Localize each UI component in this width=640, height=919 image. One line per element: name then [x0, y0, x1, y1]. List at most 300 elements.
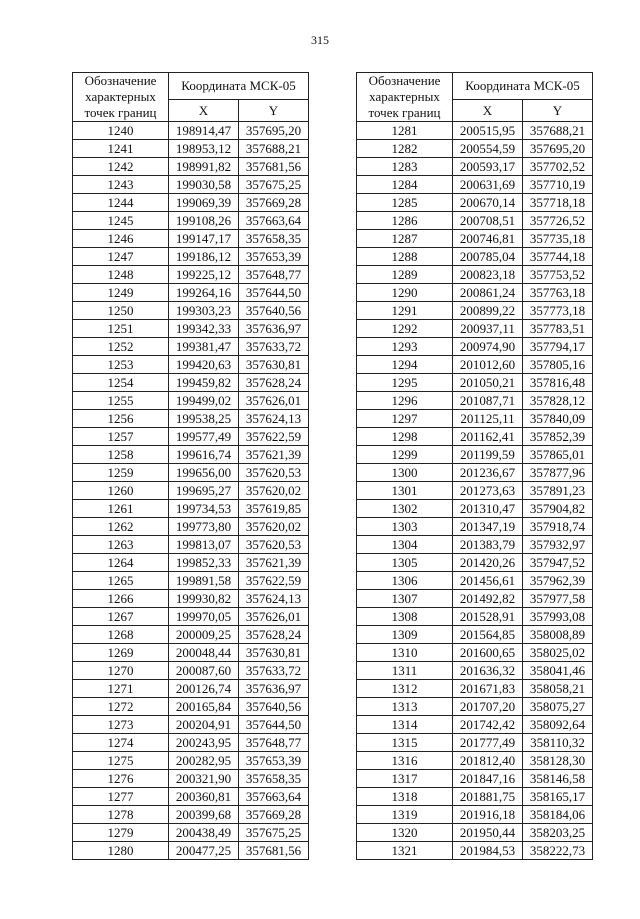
coord-x-cell: 199264,16	[169, 284, 239, 302]
coord-x-cell: 201950,44	[453, 824, 523, 842]
point-id-cell: 1262	[73, 518, 169, 536]
coord-x-cell: 200708,51	[453, 212, 523, 230]
coordinates-table-right	[356, 72, 593, 860]
point-id-cell: 1280	[73, 842, 169, 860]
coord-y-cell: 357622,59	[239, 572, 309, 590]
table-row	[73, 446, 309, 464]
point-id-cell: 1303	[357, 518, 453, 536]
point-id-cell: 1266	[73, 590, 169, 608]
table-row	[357, 230, 593, 248]
coord-y-cell: 357663,64	[239, 788, 309, 806]
header-designation: Обозначение характерных точек границ	[357, 73, 453, 122]
coord-y-cell: 357620,02	[239, 518, 309, 536]
coord-y-cell: 357681,56	[239, 842, 309, 860]
table-row	[73, 176, 309, 194]
coord-y-cell: 358128,30	[523, 752, 593, 770]
point-id-cell: 1255	[73, 392, 169, 410]
point-id-cell: 1315	[357, 734, 453, 752]
table-row	[357, 680, 593, 698]
coord-y-cell: 357620,02	[239, 482, 309, 500]
table-row	[73, 356, 309, 374]
point-id-cell: 1253	[73, 356, 169, 374]
coord-y-cell: 357726,52	[523, 212, 593, 230]
coord-y-cell: 357891,23	[523, 482, 593, 500]
point-id-cell: 1249	[73, 284, 169, 302]
table-row	[73, 752, 309, 770]
point-id-cell: 1311	[357, 662, 453, 680]
coord-x-cell: 201600,65	[453, 644, 523, 662]
point-id-cell: 1318	[357, 788, 453, 806]
coord-x-cell: 199538,25	[169, 410, 239, 428]
coord-y-cell: 357636,97	[239, 320, 309, 338]
coord-x-cell: 201050,21	[453, 374, 523, 392]
coord-x-cell: 198991,82	[169, 158, 239, 176]
point-id-cell: 1259	[73, 464, 169, 482]
coord-x-cell: 201347,19	[453, 518, 523, 536]
coord-x-cell: 200477,25	[169, 842, 239, 860]
coord-y-cell: 357633,72	[239, 338, 309, 356]
point-id-cell: 1296	[357, 392, 453, 410]
coord-y-cell: 357805,16	[523, 356, 593, 374]
table-row	[357, 266, 593, 284]
point-id-cell: 1254	[73, 374, 169, 392]
point-id-cell: 1250	[73, 302, 169, 320]
coord-y-cell: 357669,28	[239, 806, 309, 824]
table-row	[357, 752, 593, 770]
coord-y-cell: 357702,52	[523, 158, 593, 176]
coord-x-cell: 199852,33	[169, 554, 239, 572]
table-row	[73, 302, 309, 320]
table-body-left	[73, 122, 309, 860]
table-row	[73, 230, 309, 248]
coord-x-cell: 201528,91	[453, 608, 523, 626]
point-id-cell: 1304	[357, 536, 453, 554]
table-row	[357, 770, 593, 788]
coord-x-cell: 201162,41	[453, 428, 523, 446]
coord-x-cell: 200554,59	[453, 140, 523, 158]
point-id-cell: 1299	[357, 446, 453, 464]
coord-y-cell: 357744,18	[523, 248, 593, 266]
table-row	[73, 806, 309, 824]
table-row	[357, 806, 593, 824]
table-row	[357, 590, 593, 608]
coord-x-cell: 201881,75	[453, 788, 523, 806]
coord-x-cell: 200360,81	[169, 788, 239, 806]
point-id-cell: 1317	[357, 770, 453, 788]
coord-x-cell: 200438,49	[169, 824, 239, 842]
point-id-cell: 1251	[73, 320, 169, 338]
point-id-cell: 1279	[73, 824, 169, 842]
coord-x-cell: 201707,20	[453, 698, 523, 716]
table-row	[73, 590, 309, 608]
point-id-cell: 1242	[73, 158, 169, 176]
coord-y-cell: 357710,19	[523, 176, 593, 194]
table-row	[357, 140, 593, 158]
coord-y-cell: 358110,32	[523, 734, 593, 752]
table-row	[357, 554, 593, 572]
header-y: Y	[523, 99, 593, 121]
table-row	[357, 572, 593, 590]
coord-y-cell: 358146,58	[523, 770, 593, 788]
table-row	[73, 482, 309, 500]
coord-y-cell: 358203,25	[523, 824, 593, 842]
coord-y-cell: 357773,18	[523, 302, 593, 320]
table-row	[357, 302, 593, 320]
coord-y-cell: 358058,21	[523, 680, 593, 698]
coord-x-cell: 198953,12	[169, 140, 239, 158]
coord-x-cell: 201812,40	[453, 752, 523, 770]
point-id-cell: 1270	[73, 662, 169, 680]
header-y: Y	[239, 99, 309, 121]
point-id-cell: 1312	[357, 680, 453, 698]
table-row	[357, 842, 593, 860]
coord-x-cell: 199030,58	[169, 176, 239, 194]
coord-x-cell: 201273,63	[453, 482, 523, 500]
table-row	[357, 320, 593, 338]
table-row	[357, 176, 593, 194]
point-id-cell: 1321	[357, 842, 453, 860]
coord-x-cell: 201847,16	[453, 770, 523, 788]
coord-x-cell: 199734,53	[169, 500, 239, 518]
table-row	[357, 212, 593, 230]
table-row	[73, 464, 309, 482]
point-id-cell: 1247	[73, 248, 169, 266]
coord-y-cell: 357794,17	[523, 338, 593, 356]
table-row	[73, 320, 309, 338]
coord-x-cell: 200861,24	[453, 284, 523, 302]
coordinates-table-left	[72, 72, 309, 860]
table-row	[73, 824, 309, 842]
coord-x-cell: 200048,44	[169, 644, 239, 662]
point-id-cell: 1301	[357, 482, 453, 500]
point-id-cell: 1269	[73, 644, 169, 662]
header-coordinate: Координата МСК-05	[169, 73, 309, 100]
coord-y-cell: 358008,89	[523, 626, 593, 644]
coord-x-cell: 199342,33	[169, 320, 239, 338]
page-number: 315	[311, 33, 329, 47]
point-id-cell: 1274	[73, 734, 169, 752]
coord-x-cell: 200593,17	[453, 158, 523, 176]
point-id-cell: 1245	[73, 212, 169, 230]
coord-y-cell: 357918,74	[523, 518, 593, 536]
coord-x-cell: 199813,07	[169, 536, 239, 554]
coord-y-cell: 357644,50	[239, 284, 309, 302]
coord-x-cell: 199186,12	[169, 248, 239, 266]
table-row	[73, 428, 309, 446]
coord-y-cell: 357840,09	[523, 410, 593, 428]
coord-y-cell: 357688,21	[239, 140, 309, 158]
point-id-cell: 1302	[357, 500, 453, 518]
coord-x-cell: 201777,49	[453, 734, 523, 752]
coord-y-cell: 357675,25	[239, 176, 309, 194]
coord-y-cell: 357763,18	[523, 284, 593, 302]
point-id-cell: 1298	[357, 428, 453, 446]
coord-x-cell: 201671,83	[453, 680, 523, 698]
point-id-cell: 1286	[357, 212, 453, 230]
coord-y-cell: 357640,56	[239, 698, 309, 716]
table-row	[73, 680, 309, 698]
point-id-cell: 1293	[357, 338, 453, 356]
table-row	[73, 158, 309, 176]
point-id-cell: 1288	[357, 248, 453, 266]
coord-x-cell: 200631,69	[453, 176, 523, 194]
coord-y-cell: 357640,56	[239, 302, 309, 320]
coord-y-cell: 357658,35	[239, 230, 309, 248]
coord-x-cell: 201012,60	[453, 356, 523, 374]
coord-x-cell: 198914,47	[169, 122, 239, 140]
table-row	[357, 698, 593, 716]
point-id-cell: 1285	[357, 194, 453, 212]
coord-x-cell: 200937,11	[453, 320, 523, 338]
table-row	[357, 428, 593, 446]
table-row	[357, 338, 593, 356]
point-id-cell: 1294	[357, 356, 453, 374]
point-id-cell: 1297	[357, 410, 453, 428]
table-row	[73, 626, 309, 644]
coord-y-cell: 357633,72	[239, 662, 309, 680]
point-id-cell: 1240	[73, 122, 169, 140]
coord-y-cell: 357621,39	[239, 554, 309, 572]
point-id-cell: 1284	[357, 176, 453, 194]
point-id-cell: 1246	[73, 230, 169, 248]
point-id-cell: 1281	[357, 122, 453, 140]
coord-x-cell: 199459,82	[169, 374, 239, 392]
point-id-cell: 1292	[357, 320, 453, 338]
coord-x-cell: 200165,84	[169, 698, 239, 716]
table-body-right	[357, 122, 593, 860]
point-id-cell: 1276	[73, 770, 169, 788]
table-row	[357, 608, 593, 626]
table-row	[357, 536, 593, 554]
coord-x-cell: 200746,81	[453, 230, 523, 248]
point-id-cell: 1308	[357, 608, 453, 626]
table-row	[73, 194, 309, 212]
header-x: X	[453, 99, 523, 121]
coord-y-cell: 358041,46	[523, 662, 593, 680]
table-row	[357, 194, 593, 212]
point-id-cell: 1244	[73, 194, 169, 212]
coord-x-cell: 201087,71	[453, 392, 523, 410]
point-id-cell: 1278	[73, 806, 169, 824]
coord-x-cell: 201742,42	[453, 716, 523, 734]
table-row	[357, 284, 593, 302]
coord-y-cell: 357904,82	[523, 500, 593, 518]
coord-y-cell: 357620,53	[239, 536, 309, 554]
coord-y-cell: 357624,13	[239, 410, 309, 428]
coord-x-cell: 199147,17	[169, 230, 239, 248]
coord-y-cell: 357865,01	[523, 446, 593, 464]
coord-y-cell: 357636,97	[239, 680, 309, 698]
table-row	[73, 140, 309, 158]
point-id-cell: 1277	[73, 788, 169, 806]
coord-y-cell: 357669,28	[239, 194, 309, 212]
coord-y-cell: 357962,39	[523, 572, 593, 590]
point-id-cell: 1320	[357, 824, 453, 842]
coord-x-cell: 200321,90	[169, 770, 239, 788]
coord-x-cell: 201199,59	[453, 446, 523, 464]
coord-y-cell: 357648,77	[239, 266, 309, 284]
point-id-cell: 1290	[357, 284, 453, 302]
coord-y-cell: 357630,81	[239, 644, 309, 662]
coord-x-cell: 199891,58	[169, 572, 239, 590]
coord-y-cell: 358025,02	[523, 644, 593, 662]
table-row	[357, 824, 593, 842]
coord-y-cell: 357624,13	[239, 590, 309, 608]
coord-x-cell: 201383,79	[453, 536, 523, 554]
table-row	[73, 608, 309, 626]
coord-y-cell: 357653,39	[239, 248, 309, 266]
coord-x-cell: 201492,82	[453, 590, 523, 608]
table-row	[73, 536, 309, 554]
coord-y-cell: 357621,39	[239, 446, 309, 464]
coord-x-cell: 201420,26	[453, 554, 523, 572]
coord-y-cell: 358075,27	[523, 698, 593, 716]
table-row	[73, 500, 309, 518]
coord-y-cell: 357622,59	[239, 428, 309, 446]
coord-x-cell: 199303,23	[169, 302, 239, 320]
coord-x-cell: 201984,53	[453, 842, 523, 860]
coord-x-cell: 200243,95	[169, 734, 239, 752]
coord-x-cell: 200204,91	[169, 716, 239, 734]
table-row	[73, 266, 309, 284]
coord-x-cell: 199930,82	[169, 590, 239, 608]
coord-y-cell: 357993,08	[523, 608, 593, 626]
table-row	[357, 122, 593, 140]
coord-y-cell: 357628,24	[239, 626, 309, 644]
point-id-cell: 1268	[73, 626, 169, 644]
coord-x-cell: 199069,39	[169, 194, 239, 212]
table-row	[357, 392, 593, 410]
table-row	[357, 788, 593, 806]
coord-y-cell: 357663,64	[239, 212, 309, 230]
table-row	[73, 662, 309, 680]
table-row	[73, 572, 309, 590]
table-row	[73, 788, 309, 806]
coord-y-cell: 357658,35	[239, 770, 309, 788]
point-id-cell: 1289	[357, 266, 453, 284]
point-id-cell: 1291	[357, 302, 453, 320]
coord-y-cell: 357688,21	[523, 122, 593, 140]
point-id-cell: 1256	[73, 410, 169, 428]
coord-y-cell: 357852,39	[523, 428, 593, 446]
point-id-cell: 1258	[73, 446, 169, 464]
coord-y-cell: 357695,20	[239, 122, 309, 140]
coord-x-cell: 199970,05	[169, 608, 239, 626]
table-row	[357, 374, 593, 392]
coord-y-cell: 358184,06	[523, 806, 593, 824]
point-id-cell: 1265	[73, 572, 169, 590]
coord-x-cell: 201636,32	[453, 662, 523, 680]
coord-x-cell: 201564,85	[453, 626, 523, 644]
point-id-cell: 1273	[73, 716, 169, 734]
point-id-cell: 1264	[73, 554, 169, 572]
coord-y-cell: 357619,85	[239, 500, 309, 518]
coord-y-cell: 358222,73	[523, 842, 593, 860]
coord-y-cell: 357753,52	[523, 266, 593, 284]
coord-x-cell: 199773,80	[169, 518, 239, 536]
coord-x-cell: 199225,12	[169, 266, 239, 284]
coord-y-cell: 357626,01	[239, 392, 309, 410]
header-coordinate: Координата МСК-05	[453, 73, 593, 100]
coord-x-cell: 201456,61	[453, 572, 523, 590]
coord-y-cell: 357718,18	[523, 194, 593, 212]
point-id-cell: 1300	[357, 464, 453, 482]
point-id-cell: 1252	[73, 338, 169, 356]
point-id-cell: 1295	[357, 374, 453, 392]
coord-y-cell: 358092,64	[523, 716, 593, 734]
coord-y-cell: 357932,97	[523, 536, 593, 554]
coord-y-cell: 357783,51	[523, 320, 593, 338]
coord-x-cell: 200009,25	[169, 626, 239, 644]
coord-y-cell: 357816,48	[523, 374, 593, 392]
table-row	[73, 644, 309, 662]
header-designation: Обозначение характерных точек границ	[73, 73, 169, 122]
coord-x-cell: 199656,00	[169, 464, 239, 482]
coord-y-cell: 357828,12	[523, 392, 593, 410]
coord-x-cell: 199577,49	[169, 428, 239, 446]
table-row	[73, 554, 309, 572]
table-row	[73, 248, 309, 266]
point-id-cell: 1267	[73, 608, 169, 626]
coord-y-cell: 358165,17	[523, 788, 593, 806]
coord-y-cell: 357675,25	[239, 824, 309, 842]
table-row	[73, 698, 309, 716]
coord-x-cell: 201125,11	[453, 410, 523, 428]
coord-y-cell: 357977,58	[523, 590, 593, 608]
table-row	[357, 662, 593, 680]
point-id-cell: 1313	[357, 698, 453, 716]
table-row	[73, 734, 309, 752]
table-row	[357, 356, 593, 374]
table-row	[73, 518, 309, 536]
point-id-cell: 1261	[73, 500, 169, 518]
coord-y-cell: 357735,18	[523, 230, 593, 248]
table-row	[73, 716, 309, 734]
point-id-cell: 1271	[73, 680, 169, 698]
table-row	[357, 734, 593, 752]
coord-x-cell: 199616,74	[169, 446, 239, 464]
coord-x-cell: 200087,60	[169, 662, 239, 680]
point-id-cell: 1260	[73, 482, 169, 500]
table-row	[73, 212, 309, 230]
point-id-cell: 1310	[357, 644, 453, 662]
point-id-cell: 1248	[73, 266, 169, 284]
point-id-cell: 1307	[357, 590, 453, 608]
table-row	[357, 644, 593, 662]
coord-x-cell: 200399,68	[169, 806, 239, 824]
coord-y-cell: 357648,77	[239, 734, 309, 752]
coord-y-cell: 357653,39	[239, 752, 309, 770]
table-row	[357, 482, 593, 500]
coord-y-cell: 357681,56	[239, 158, 309, 176]
table-row	[357, 410, 593, 428]
coord-x-cell: 200126,74	[169, 680, 239, 698]
table-row	[73, 374, 309, 392]
header-x: X	[169, 99, 239, 121]
coord-y-cell: 357947,52	[523, 554, 593, 572]
point-id-cell: 1275	[73, 752, 169, 770]
table-row	[73, 392, 309, 410]
point-id-cell: 1243	[73, 176, 169, 194]
point-id-cell: 1306	[357, 572, 453, 590]
table-row	[73, 410, 309, 428]
table-row	[357, 716, 593, 734]
point-id-cell: 1272	[73, 698, 169, 716]
point-id-cell: 1283	[357, 158, 453, 176]
table-row	[73, 284, 309, 302]
table-row	[357, 518, 593, 536]
coord-x-cell: 199499,02	[169, 392, 239, 410]
